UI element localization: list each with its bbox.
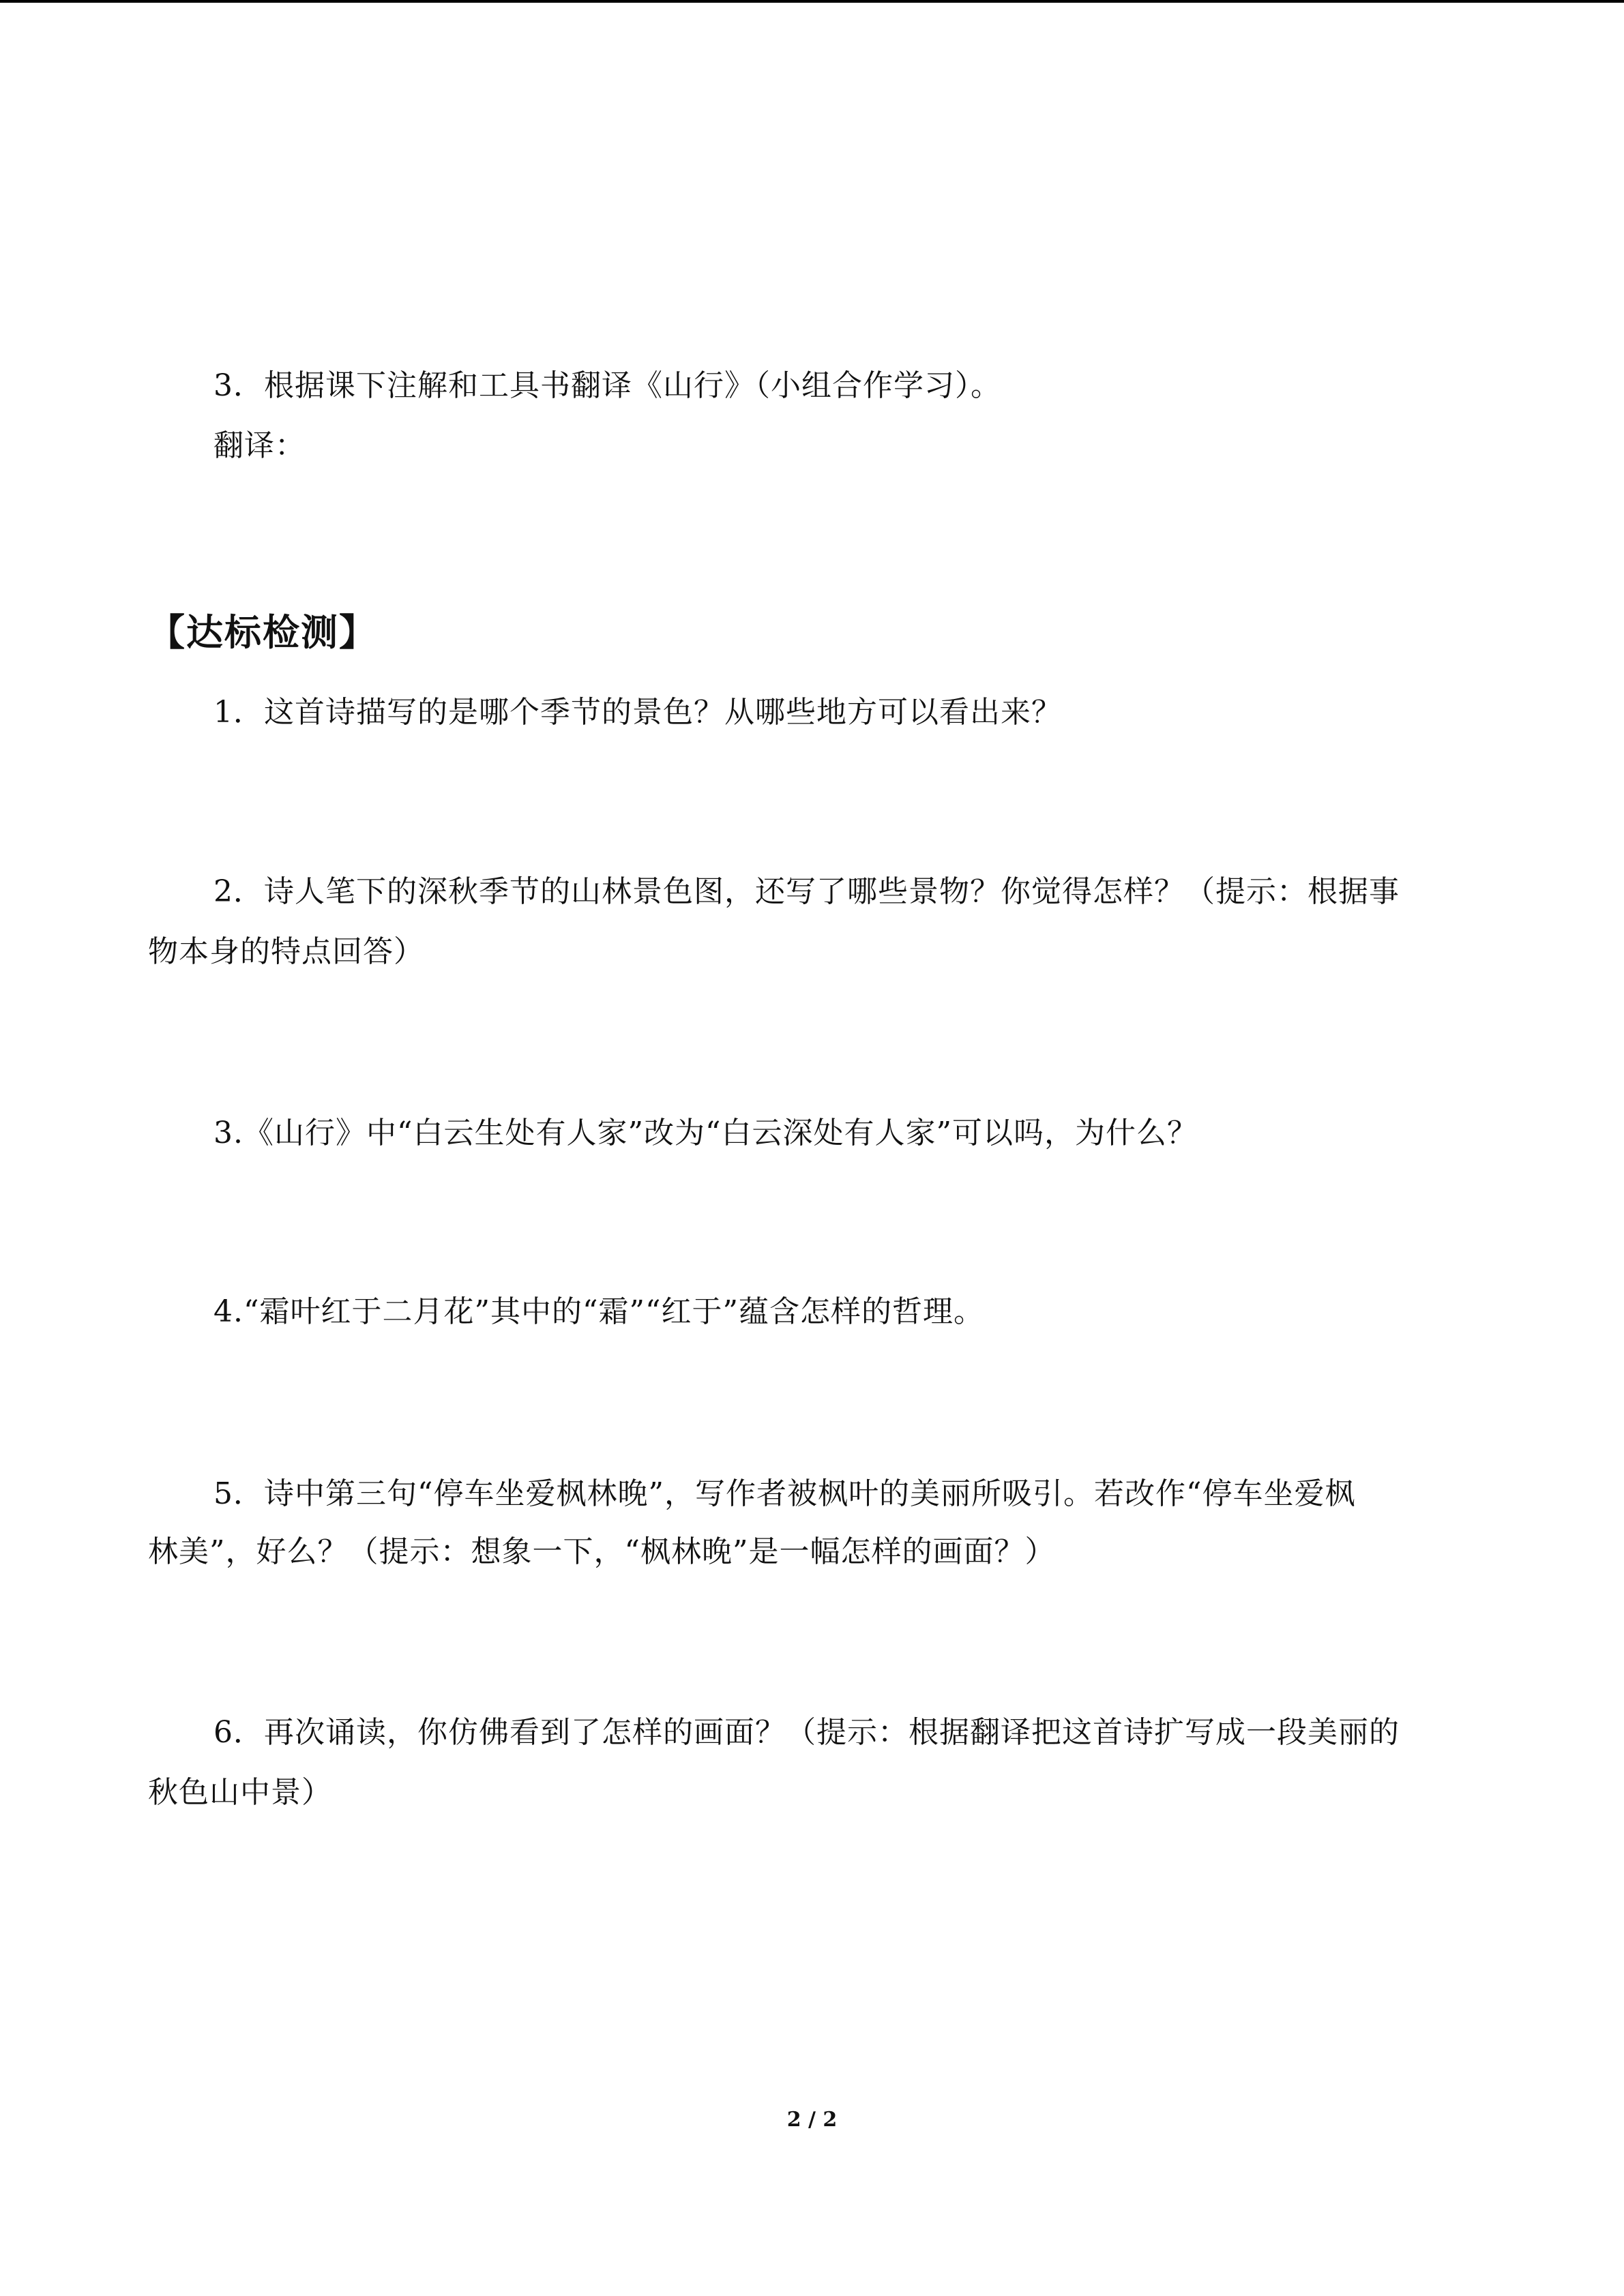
section-heading-check: 【达标检测】 — [148, 610, 377, 654]
question-2-line-1: 2．诗人笔下的深秋季节的山林景色图，还写了哪些景物？你觉得怎样？（提示：根据事 — [213, 874, 1400, 909]
question-6-line-1: 6．再次诵读，你仿佛看到了怎样的画面？（提示：根据翻译把这首诗扩写成一段美丽的 — [213, 1715, 1400, 1750]
page-number: 2 / 2 — [786, 2108, 838, 2132]
question-5-line-1: 5．诗中第三句“停车坐爱枫林晚”，写作者被枫叶的美丽所吸引。若改作“停车坐爱枫 — [213, 1476, 1356, 1511]
question-5-line-2: 林美”，好么？（提示：想象一下，“枫林晚”是一幅怎样的画面？） — [148, 1534, 1056, 1569]
question-1-line-1: 1．这首诗描写的是哪个季节的景色？从哪些地方可以看出来？ — [213, 695, 1062, 730]
question-2-line-2: 物本身的特点回答） — [148, 934, 424, 969]
translation-label: 翻译： — [213, 428, 306, 463]
question-6-line-2: 秋色山中景） — [148, 1775, 332, 1810]
question-3-line-1: 3.《山行》中“白云生处有人家”改为“白云深处有人家”可以吗，为什么？ — [213, 1116, 1198, 1150]
item-3-translate-instruction: 3．根据课下注解和工具书翻译《山行》（小组合作学习）。 — [213, 368, 1001, 403]
question-4-line-1: 4.“霜叶红于二月花”其中的“霜”“红于”蕴含怎样的哲理。 — [213, 1294, 984, 1329]
page-top-border — [0, 0, 1624, 3]
